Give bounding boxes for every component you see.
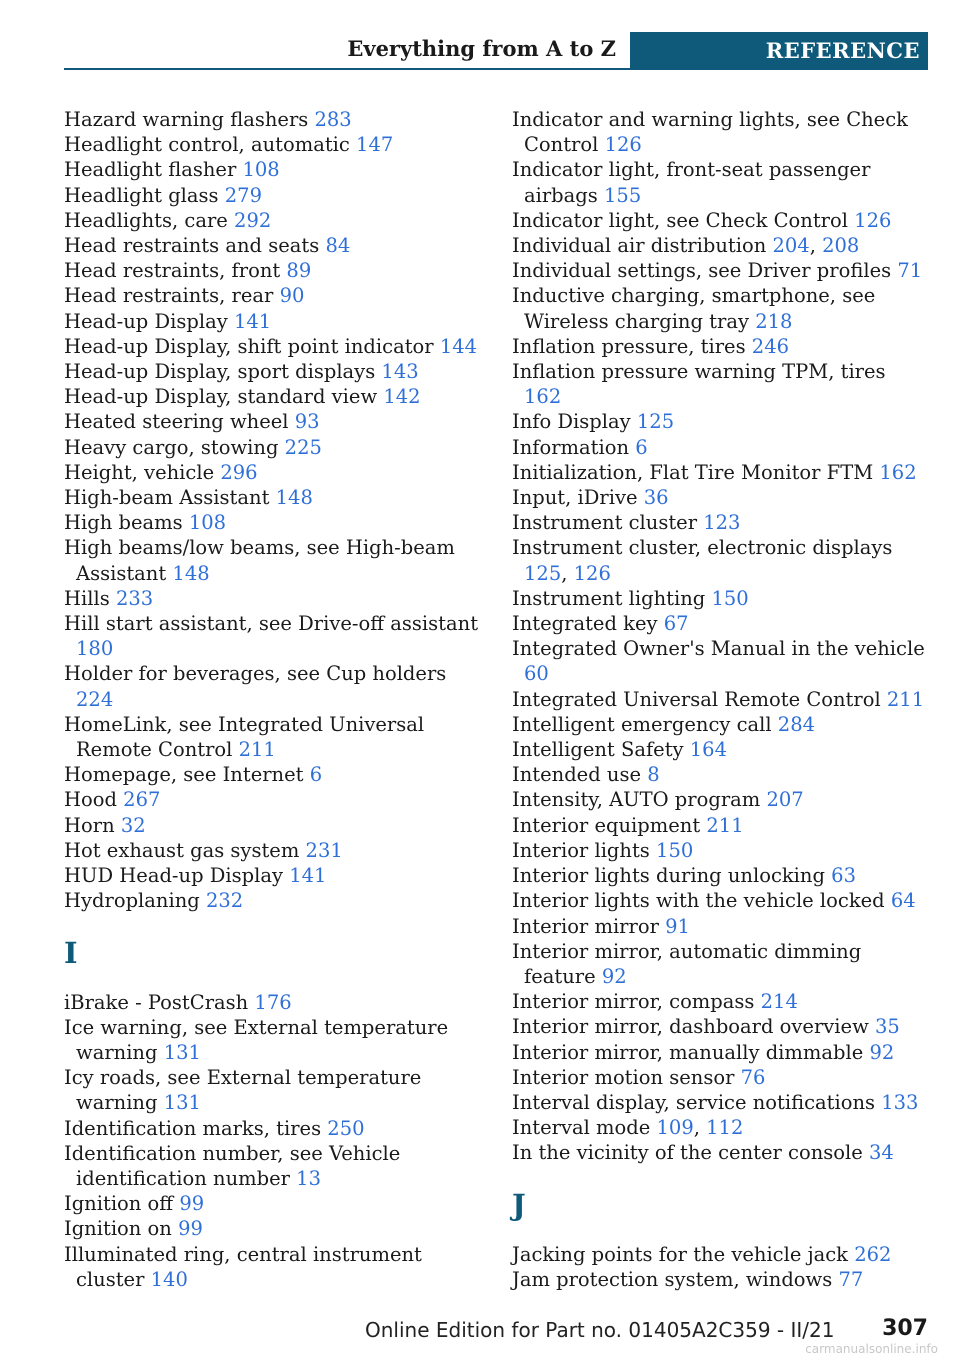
index-entry: [64, 888, 484, 913]
page-reference-link[interactable]: 267: [123, 788, 161, 812]
page-reference-link[interactable]: 140: [150, 1267, 188, 1291]
index-entry: [512, 1014, 928, 1039]
page-reference-link[interactable]: 76: [740, 1065, 766, 1089]
index-entry: [512, 1242, 928, 1267]
page-reference-link[interactable]: 108: [188, 511, 227, 535]
index-entry: [512, 510, 928, 535]
entry-term: Identification number, see Vehicle identification number: [64, 1141, 401, 1190]
page-reference-link[interactable]: 32: [120, 813, 146, 837]
index-entry: [64, 157, 484, 182]
entry-term: Headlight flasher: [64, 158, 237, 182]
index-entry: [64, 990, 484, 1015]
page-reference-link[interactable]: 92: [601, 964, 627, 988]
index-entry: [512, 762, 928, 787]
page-reference-link[interactable]: 131: [163, 1091, 201, 1115]
index-entry: [64, 132, 484, 157]
entry-term: Instrument cluster, electronic displays: [512, 536, 893, 560]
entry-term: Instrument cluster: [512, 511, 698, 535]
index-entry: [64, 535, 484, 585]
index-entry: [512, 939, 928, 989]
index-entry: [512, 787, 928, 812]
page-reference-link[interactable]: 13: [296, 1166, 321, 1190]
entry-term: Horn: [64, 813, 115, 837]
entry-term: Integrated Universal Remote Control: [512, 687, 881, 711]
edition-note: Online Edition for Part no. 01405A2C359 - II/21: [365, 1318, 835, 1342]
entry-term: Hills: [64, 586, 110, 610]
page-reference-link[interactable]: 35: [874, 1015, 900, 1039]
page-reference-link[interactable]: 233: [115, 586, 154, 610]
index-entry: [64, 384, 484, 409]
entry-term: Jam protection system, windows: [512, 1267, 833, 1291]
entry-term: Individual settings, see Driver profiles: [512, 259, 892, 283]
page-reference-link[interactable]: 99: [179, 1192, 205, 1216]
entry-term: Input, iDrive: [512, 486, 638, 510]
entry-term: Hill start assistant, see Drive-off assistant: [64, 612, 479, 636]
index-entry: [64, 107, 484, 132]
entry-term: Intended use: [512, 763, 642, 787]
page-reference-link[interactable]: 283: [314, 108, 352, 131]
page-reference-link[interactable]: 208: [822, 234, 860, 258]
page-reference-link[interactable]: 155: [604, 183, 642, 207]
page-reference-link[interactable]: 150: [656, 838, 694, 862]
entry-term: Instrument lighting: [512, 586, 706, 610]
index-entry: [512, 157, 928, 207]
index-entry: [512, 914, 928, 939]
index-entry: [64, 838, 484, 863]
entry-term: Hood: [64, 788, 117, 812]
entry-term: Ice warning, see External temperature warning: [64, 1015, 449, 1064]
index-entry: [64, 1065, 484, 1115]
entry-term: HomeLink, see Integrated Universal Remote Control: [64, 712, 425, 762]
index-entry: [512, 107, 928, 157]
page-reference-link[interactable]: 126: [854, 208, 892, 232]
entry-term: Intelligent Safety: [512, 738, 684, 762]
page-reference-link[interactable]: 162: [879, 460, 917, 484]
page-reference-link[interactable]: 207: [766, 788, 804, 812]
entry-term: Head restraints, front: [64, 259, 281, 283]
index-entry: Interval mode 109, 112: [512, 1116, 744, 1140]
page-reference-link[interactable]: 71: [897, 259, 923, 283]
index-entry: [512, 989, 928, 1014]
entry-term: Identification marks, tires: [64, 1116, 322, 1140]
index-entry: [64, 258, 484, 283]
entry-term: Integrated Owner's Manual in the vehicle: [512, 637, 925, 661]
index-entry: [64, 485, 484, 510]
entry-term: Head restraints and seats: [64, 234, 320, 258]
entry-term: Interior mirror: [512, 914, 659, 938]
page-reference-link[interactable]: 126: [604, 133, 642, 157]
index-entry: [64, 1191, 484, 1216]
index-entry: [512, 485, 928, 510]
page-reference-link[interactable]: 99: [178, 1217, 203, 1241]
index-entry: [512, 687, 928, 712]
index-entry: [64, 460, 484, 485]
page-reference-link[interactable]: 147: [356, 133, 394, 157]
page-reference-link[interactable]: 8: [647, 763, 660, 787]
index-entry: [512, 863, 928, 888]
page-reference-link[interactable]: 112: [706, 1116, 744, 1140]
index-entry: [512, 1090, 928, 1115]
entry-term: Headlight control, automatic: [64, 133, 350, 157]
page-reference-link[interactable]: 126: [573, 561, 611, 585]
index-entry: [64, 787, 484, 812]
page-reference-link[interactable]: 279: [224, 183, 262, 207]
page-reference-link[interactable]: 125: [524, 561, 562, 585]
entry-term: Icy roads, see External temperature warning: [64, 1066, 422, 1115]
index-entry: [64, 1242, 484, 1292]
entry-term: Interval mode: [512, 1116, 651, 1140]
index-entry: [512, 334, 928, 359]
entry-term: Height, vehicle: [64, 460, 215, 484]
entry-term: Head-up Display: [64, 309, 228, 333]
index-entry: [64, 762, 484, 787]
page-reference-link[interactable]: 34: [869, 1141, 894, 1165]
entry-term: iBrake - PostCrash: [64, 990, 249, 1014]
entry-term: Inductive charging, smartphone, see Wireless charging tray: [512, 284, 876, 333]
entry-term: Interior lights during unlocking: [512, 864, 825, 888]
index-entry: [64, 1015, 484, 1065]
index-column-left: [64, 107, 484, 1292]
entry-term: Individual air distribution: [512, 234, 767, 258]
index-entry: [64, 334, 484, 359]
entry-term: Interior mirror, manually dimmable: [512, 1040, 864, 1064]
index-entry: [64, 233, 484, 258]
index-entry: Individual air distribution 204, 208: [512, 234, 860, 258]
page-reference-link[interactable]: 109: [656, 1116, 694, 1140]
entry-term: Interval display, service notifications: [512, 1090, 876, 1114]
entry-term: Inflation pressure warning TPM, tires: [512, 360, 886, 384]
watermark: carmanualsonline.info: [805, 1342, 938, 1356]
page-reference-link[interactable]: 144: [439, 334, 478, 358]
index-entry: [512, 258, 928, 283]
page-reference-link[interactable]: 180: [76, 637, 114, 661]
page-header: [64, 32, 928, 70]
index-entry: [64, 1216, 484, 1241]
index-entry: [512, 359, 928, 409]
entry-term: Interior mirror, automatic dimming feature: [512, 939, 862, 988]
entry-term: Indicator and warning lights, see Check Control: [512, 108, 908, 157]
page-reference-link[interactable]: 204: [772, 234, 810, 258]
page-reference-link[interactable]: 6: [309, 763, 323, 787]
entry-term: Illuminated ring, central instrument cluster: [64, 1242, 422, 1291]
page-reference-link[interactable]: 92: [869, 1040, 895, 1064]
index-entry: [512, 611, 928, 636]
page-reference-link[interactable]: 211: [706, 813, 744, 837]
index-entry: [512, 1267, 928, 1292]
index-entry: [512, 636, 928, 686]
page-reference-link[interactable]: 148: [172, 561, 210, 585]
index-entry: [64, 611, 484, 661]
page-reference-link[interactable]: 6: [635, 435, 648, 459]
page-reference-link[interactable]: 77: [838, 1267, 864, 1291]
index-entry: [512, 1140, 928, 1165]
index-entry: [64, 586, 484, 611]
index-entry: [64, 863, 484, 888]
entry-term: Heavy cargo, stowing: [64, 435, 279, 459]
page-reference-link[interactable]: 108: [242, 158, 280, 182]
entry-term: Homepage, see Internet: [64, 763, 304, 787]
entry-term: Heated steering wheel: [64, 410, 289, 434]
page-reference-link[interactable]: 63: [831, 864, 856, 888]
entry-term: HUD Head-up Display: [64, 864, 283, 888]
page-reference-link[interactable]: 64: [890, 889, 916, 913]
index-entry: [64, 813, 484, 838]
page-reference-link[interactable]: 133: [881, 1090, 919, 1114]
page-reference-link[interactable]: 91: [665, 914, 690, 938]
index-entry: [512, 813, 928, 838]
index-entry: [512, 409, 928, 434]
index-entry: [64, 409, 484, 434]
entry-term: Indicator light, see Check Control: [512, 208, 848, 232]
page-reference-link[interactable]: 150: [711, 586, 749, 610]
reference-tab: REFERENCE: [630, 32, 928, 70]
index-entry: [64, 712, 484, 762]
index-entry: [64, 208, 484, 233]
index-entry: [64, 309, 484, 334]
entry-term: Hazard warning flashers: [64, 108, 309, 131]
index-entry: [64, 183, 484, 208]
page-reference-link[interactable]: 141: [289, 864, 327, 888]
index-entry: [512, 460, 928, 485]
entry-term: Interior motion sensor: [512, 1065, 735, 1089]
index-entry: [512, 586, 928, 611]
index-entry: [512, 838, 928, 863]
page-reference-link[interactable]: 36: [643, 486, 669, 510]
index-entry: [512, 435, 928, 460]
page-reference-link[interactable]: 225: [284, 435, 322, 459]
page-reference-link[interactable]: 143: [381, 360, 419, 384]
entry-term: Hydroplaning: [64, 889, 200, 913]
page-number: 307: [882, 1316, 928, 1341]
page-reference-link[interactable]: 211: [886, 687, 925, 711]
index-entry: [64, 435, 484, 460]
page-reference-link[interactable]: 250: [327, 1116, 365, 1140]
entry-term: Intelligent emergency call: [512, 712, 772, 736]
entry-term: Hot exhaust gas system: [64, 838, 300, 862]
page-reference-link[interactable]: 232: [205, 889, 244, 913]
index-entry: [512, 208, 928, 233]
index-entry: [64, 359, 484, 384]
index-entry: Instrument cluster, electronic displays 125, 126: [512, 536, 893, 585]
page-reference-link[interactable]: 176: [254, 990, 292, 1014]
page-reference-link[interactable]: 67: [663, 612, 689, 636]
index-column-right: [512, 107, 928, 1292]
index-entry: [512, 712, 928, 737]
page-reference-link[interactable]: 131: [163, 1040, 201, 1064]
entry-term: Headlights, care: [64, 208, 228, 232]
entry-term: Integrated key: [512, 612, 658, 636]
entry-term: Info Display: [512, 410, 631, 434]
entry-term: Head-up Display, shift point indicator: [64, 334, 434, 358]
page-reference-link[interactable]: 142: [383, 385, 421, 409]
entry-term: Interior lights with the vehicle locked: [512, 889, 885, 913]
page-reference-link[interactable]: 262: [854, 1242, 892, 1266]
page-reference-link[interactable]: 296: [220, 460, 258, 484]
index-entry: [512, 1040, 928, 1065]
index-entry: [64, 661, 484, 711]
entry-term: In the vicinity of the center console: [512, 1141, 863, 1165]
page-reference-link[interactable]: 89: [286, 259, 312, 283]
entry-term: Interior mirror, compass: [512, 990, 755, 1014]
page-reference-link[interactable]: 123: [703, 511, 741, 535]
page-reference-link[interactable]: 164: [689, 738, 727, 762]
index-entry: [64, 1141, 484, 1191]
index-entry: [64, 283, 484, 308]
page-reference-link[interactable]: 84: [325, 234, 351, 258]
entry-term: Initialization, Flat Tire Monitor FTM: [512, 460, 874, 484]
page-reference-link[interactable]: 211: [238, 738, 276, 762]
entry-term: Interior equipment: [512, 813, 701, 837]
entry-term: High beams: [64, 511, 183, 535]
entry-term: Jacking points for the vehicle jack: [512, 1242, 848, 1266]
index-entry: [512, 283, 928, 333]
entry-term: Information: [512, 435, 630, 459]
entry-term: Head restraints, rear: [64, 284, 274, 308]
entry-term: Interior lights: [512, 838, 650, 862]
page-reference-link[interactable]: 90: [279, 284, 305, 308]
entry-term: Head-up Display, sport displays: [64, 360, 376, 384]
entry-term: Intensity, AUTO program: [512, 788, 761, 812]
entry-term: High-beam Assistant: [64, 486, 270, 510]
page-reference-link[interactable]: 60: [524, 662, 549, 686]
page-reference-link[interactable]: 214: [760, 990, 798, 1014]
entry-term: Inflation pressure, tires: [512, 334, 746, 358]
entry-term: Indicator light, front-seat passenger airbags: [512, 158, 871, 207]
section-title: Everything from A to Z: [347, 36, 616, 61]
entry-term: High beams/low beams, see High-beam Assistant: [64, 536, 455, 585]
index-letter-heading: J: [512, 1187, 526, 1222]
entry-term: Head-up Display, standard view: [64, 385, 378, 409]
entry-term: Holder for beverages, see Cup holders: [64, 662, 447, 686]
page-reference-link[interactable]: 141: [233, 309, 272, 333]
page-reference-link[interactable]: 246: [751, 334, 790, 358]
index-entry: [64, 510, 484, 535]
page-reference-link[interactable]: 292: [234, 208, 272, 232]
page-reference-link[interactable]: 224: [76, 687, 114, 711]
page-reference-link[interactable]: 231: [305, 838, 343, 862]
page-reference-link[interactable]: 125: [636, 410, 675, 434]
header-rule: [64, 68, 928, 70]
entry-term: Ignition off: [64, 1192, 174, 1216]
entry-term: Ignition on: [64, 1217, 172, 1241]
index-letter-heading: I: [64, 935, 78, 970]
entry-term: Interior mirror, dashboard overview: [512, 1015, 869, 1039]
page-reference-link[interactable]: 148: [275, 486, 313, 510]
page-reference-link[interactable]: 284: [777, 712, 816, 736]
index-entry: [512, 737, 928, 762]
index-entry: [512, 1065, 928, 1090]
page-reference-link[interactable]: 162: [524, 385, 562, 409]
index-entry: [512, 888, 928, 913]
entry-term: Headlight glass: [64, 183, 219, 207]
page-reference-link[interactable]: 93: [294, 410, 320, 434]
index-entry: [64, 1116, 484, 1141]
page-reference-link[interactable]: 218: [755, 309, 793, 333]
